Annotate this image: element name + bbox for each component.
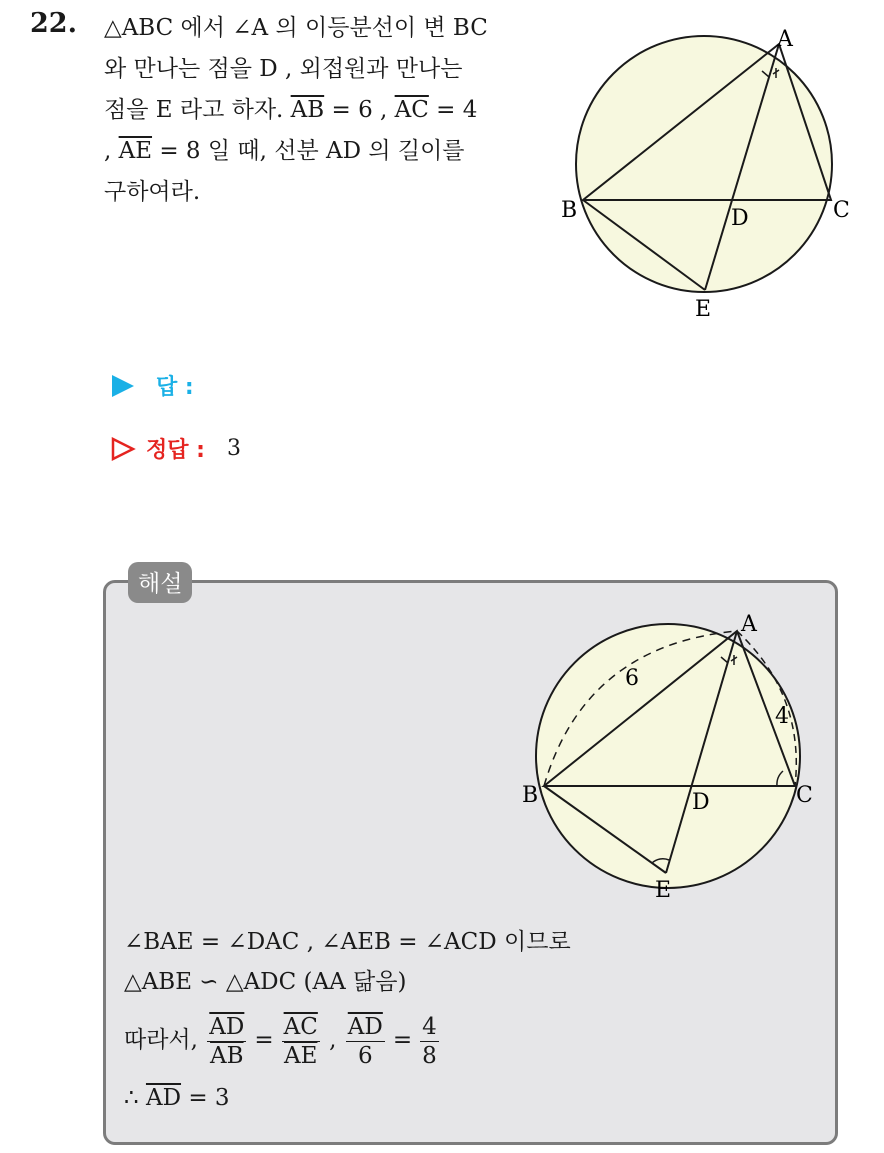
fraction-denominator: 6 xyxy=(357,1042,373,1069)
correct-answer-value: 3 xyxy=(226,436,241,461)
label-c: C xyxy=(833,198,850,223)
label-d: D xyxy=(692,790,710,815)
question-line-2: 와 만나는 점을 D , 외접원과 만나는 xyxy=(104,56,463,82)
circumcircle xyxy=(536,624,800,888)
segment-ae: $\overline{AE}$ xyxy=(118,138,153,164)
label-e: E xyxy=(695,297,712,322)
solution-tag: 해설 xyxy=(128,562,192,603)
question-line-3 xyxy=(104,90,544,131)
comma: , xyxy=(321,1027,344,1053)
solution-prefix: 따라서, xyxy=(124,1027,206,1053)
solution-line-2: △ABE ∽ △ADC (AA 닮음) xyxy=(124,969,407,995)
play-filled-icon xyxy=(110,374,136,398)
fraction-numerator: $\overline{AD}$ xyxy=(347,1013,383,1040)
label-a: A xyxy=(777,27,793,52)
correct-answer-label: 정답 : xyxy=(146,438,205,463)
fraction-denominator: AB xyxy=(210,1042,244,1069)
fraction-ac-ae xyxy=(282,1013,320,1070)
correct-answer-row xyxy=(110,433,241,464)
fraction-numerator: 4 xyxy=(422,1013,437,1040)
answer-row xyxy=(110,370,194,401)
therefore-symbol: ∴ xyxy=(124,1085,146,1111)
equals-sign: = xyxy=(392,1027,413,1053)
solution-figure xyxy=(515,605,825,905)
q-text: , xyxy=(104,138,119,164)
fraction-4-8 xyxy=(420,1013,439,1070)
segment-label-4: 4 xyxy=(775,704,789,729)
solution-result: = 3 xyxy=(181,1085,230,1111)
label-c: C xyxy=(796,783,813,808)
q-text: 점을 E 라고 하자. xyxy=(104,97,291,123)
solution-text xyxy=(124,922,571,1118)
equals-sign: = xyxy=(254,1027,274,1053)
question-line-5: 구하여라. xyxy=(104,179,201,205)
answer-label: 답 : xyxy=(156,375,194,400)
label-d: D xyxy=(731,206,749,231)
q-text: = 4 xyxy=(428,97,478,123)
fraction-numerator: $\overline{AD}$ xyxy=(209,1013,245,1040)
fraction-denominator: 8 xyxy=(422,1042,437,1069)
problem-figure xyxy=(555,20,865,325)
solution-line-3 xyxy=(124,1002,571,1078)
fraction-denominator: AE xyxy=(284,1042,318,1069)
label-b: B xyxy=(522,783,539,808)
fraction-numerator: $\overline{AC}$ xyxy=(283,1013,318,1040)
solution-line-4 xyxy=(124,1078,571,1118)
question-line-1: △ABC 에서 ∠A 의 이등분선이 변 BC xyxy=(104,15,488,41)
solution-line-1: ∠BAE = ∠DAC , ∠AEB = ∠ACD 이므로 xyxy=(124,929,571,955)
fraction-ad-ab xyxy=(207,1013,246,1070)
question-text xyxy=(104,8,544,213)
q-text: = 8 일 때, 선분 AD 의 길이를 xyxy=(152,138,465,164)
q-text: = 6 , xyxy=(324,97,395,123)
fraction-ad-6 xyxy=(346,1013,385,1070)
segment-ab: $\overline{AB}$ xyxy=(290,97,325,123)
play-outline-icon xyxy=(110,437,136,461)
circumcircle xyxy=(576,36,832,292)
label-e: E xyxy=(655,878,672,903)
segment-ac: $\overline{AC}$ xyxy=(394,97,429,123)
segment-ad: $\overline{AD}$ xyxy=(145,1085,182,1111)
label-b: B xyxy=(561,198,578,223)
label-a: A xyxy=(741,612,757,637)
segment-label-6: 6 xyxy=(625,666,639,691)
question-line-4 xyxy=(104,131,544,172)
question-number: 22. xyxy=(30,8,77,39)
